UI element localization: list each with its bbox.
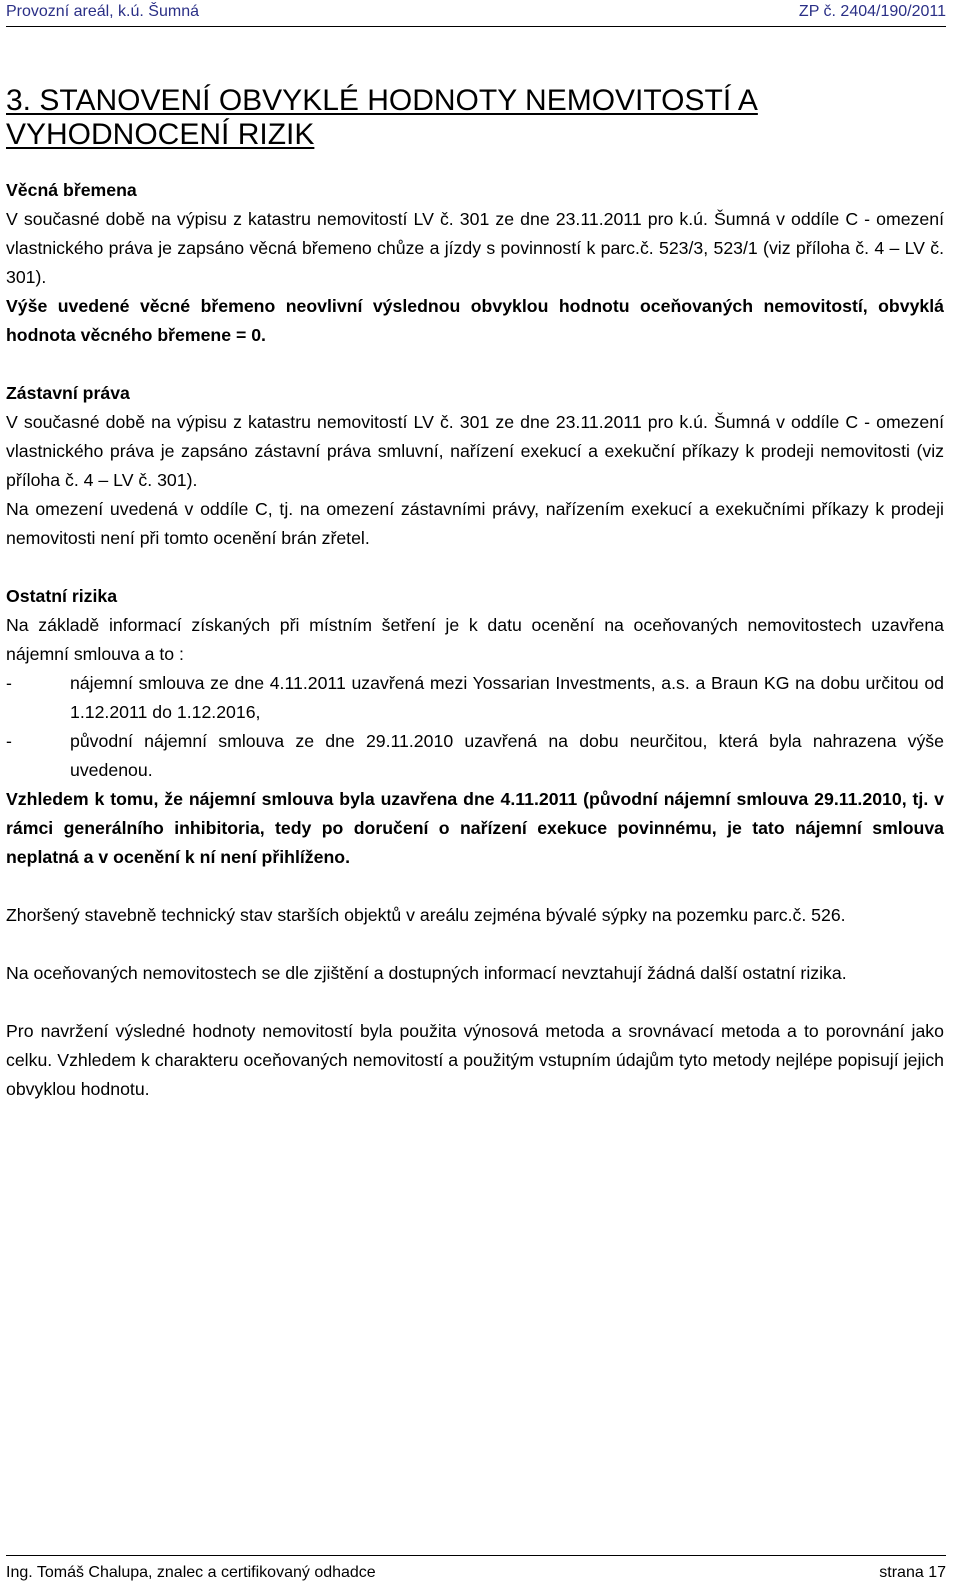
paragraph-vecna-2: Výše uvedené věcné břemeno neovlivní výslednou obvyklou hodnotu oceňovaných nemovitostí, obvyklá hodnota věcného břemene = 0. [6,296,944,345]
footer-author: Ing. Tomáš Chalupa, znalec a certifikovaný odhadce [6,1564,376,1581]
page-header [6,0,946,27]
document-body [6,176,944,1104]
list-marker: - [6,673,12,693]
paragraph-zastavni-1: V současné době na výpisu z katastru nemovitostí LV č. 301 ze dne 23.11.2011 pro k.ú. Šumná v oddíle C - omezení vlastnického práva je zapsáno zástavní práva smluvní, nařízení exekucí a exekuční příkazy k prodeji nemovitosti (viz příloha č. 4 – LV č. 301). [6,412,944,490]
heading-vecna-bremena: Věcná břemena [6,180,137,200]
paragraph-zastavni-2: Na omezení uvedená v oddíle C, tj. na omezení zástavními právy, nařízením exekucí a exekučními příkazy k prodeji nemovitosti není při tomto ocenění brán zřetel. [6,499,944,548]
page-number: strana 17 [879,1564,946,1581]
paragraph-ostatni-1: Na základě informací získaných při místním šetření je k datu ocenění na oceňovaných nemovitostech uzavřena nájemní smlouva a to : [6,615,944,664]
heading-ostatni-rizika: Ostatní rizika [6,586,118,606]
list-item-text: původní nájemní smlouva ze dne 29.11.2010 uzavřená na dobu neurčitou, která byla nahrazena výše uvedenou. [70,731,944,780]
paragraph-vecna-1: V současné době na výpisu z katastru nemovitostí LV č. 301 ze dne 23.11.2011 pro k.ú. Šumná v oddíle C - omezení vlastnického práva je zapsáno věcná břemeno chůze a jízdy s povinností k parc.č. 523/3, 523/1 (viz příloha č. 4 – LV č. 301). [6,209,944,287]
paragraph-ostatni-bold: Vzhledem k tomu, že nájemní smlouva byla uzavřena dne 4.11.2011 (původní nájemní smlouva 29.11.2010, tj. v rámci generálního inhibitoria, tedy po doručení o nařízení exekuce povinnému, je tato nájemní smlouva neplatná a v ocenění k ní není přihlíženo. [6,789,944,867]
section-title: 3. STANOVENÍ OBVYKLÉ HODNOTY NEMOVITOSTÍ A VYHODNOCENÍ RIZIK [6,84,758,151]
paragraph-ostatni-4: Pro navržení výsledné hodnoty nemovitostí byla použita výnosová metoda a srovnávací metoda a to porovnání jako celku. Vzhledem k charakteru oceňovaných nemovitostí a použitým vstupním údajům tyto metody nejlépe popisují jejich obvyklou hodnotu. [6,1021,944,1099]
header-left: Provozní areál, k.ú. Šumná [6,3,199,20]
page-footer [6,1555,946,1590]
paragraph-ostatni-3: Na oceňovaných nemovitostech se dle zjištění a dostupných informací nevztahují žádná další ostatní rizika. [6,963,847,983]
list-item [6,727,944,785]
header-right: ZP č. 2404/190/2011 [798,3,946,20]
list-marker: - [6,731,12,751]
heading-zastavni-prava: Zástavní práva [6,383,130,403]
list-item-text: nájemní smlouva ze dne 4.11.2011 uzavřená mezi Yossarian Investments, a.s. a Braun KG na dobu určitou od 1.12.2011 do 1.12.2016, [70,673,944,722]
list-item [6,669,944,727]
paragraph-ostatni-2: Zhoršený stavebně technický stav starších objektů v areálu zejména bývalé sýpky na pozemku parc.č. 526. [6,905,846,925]
